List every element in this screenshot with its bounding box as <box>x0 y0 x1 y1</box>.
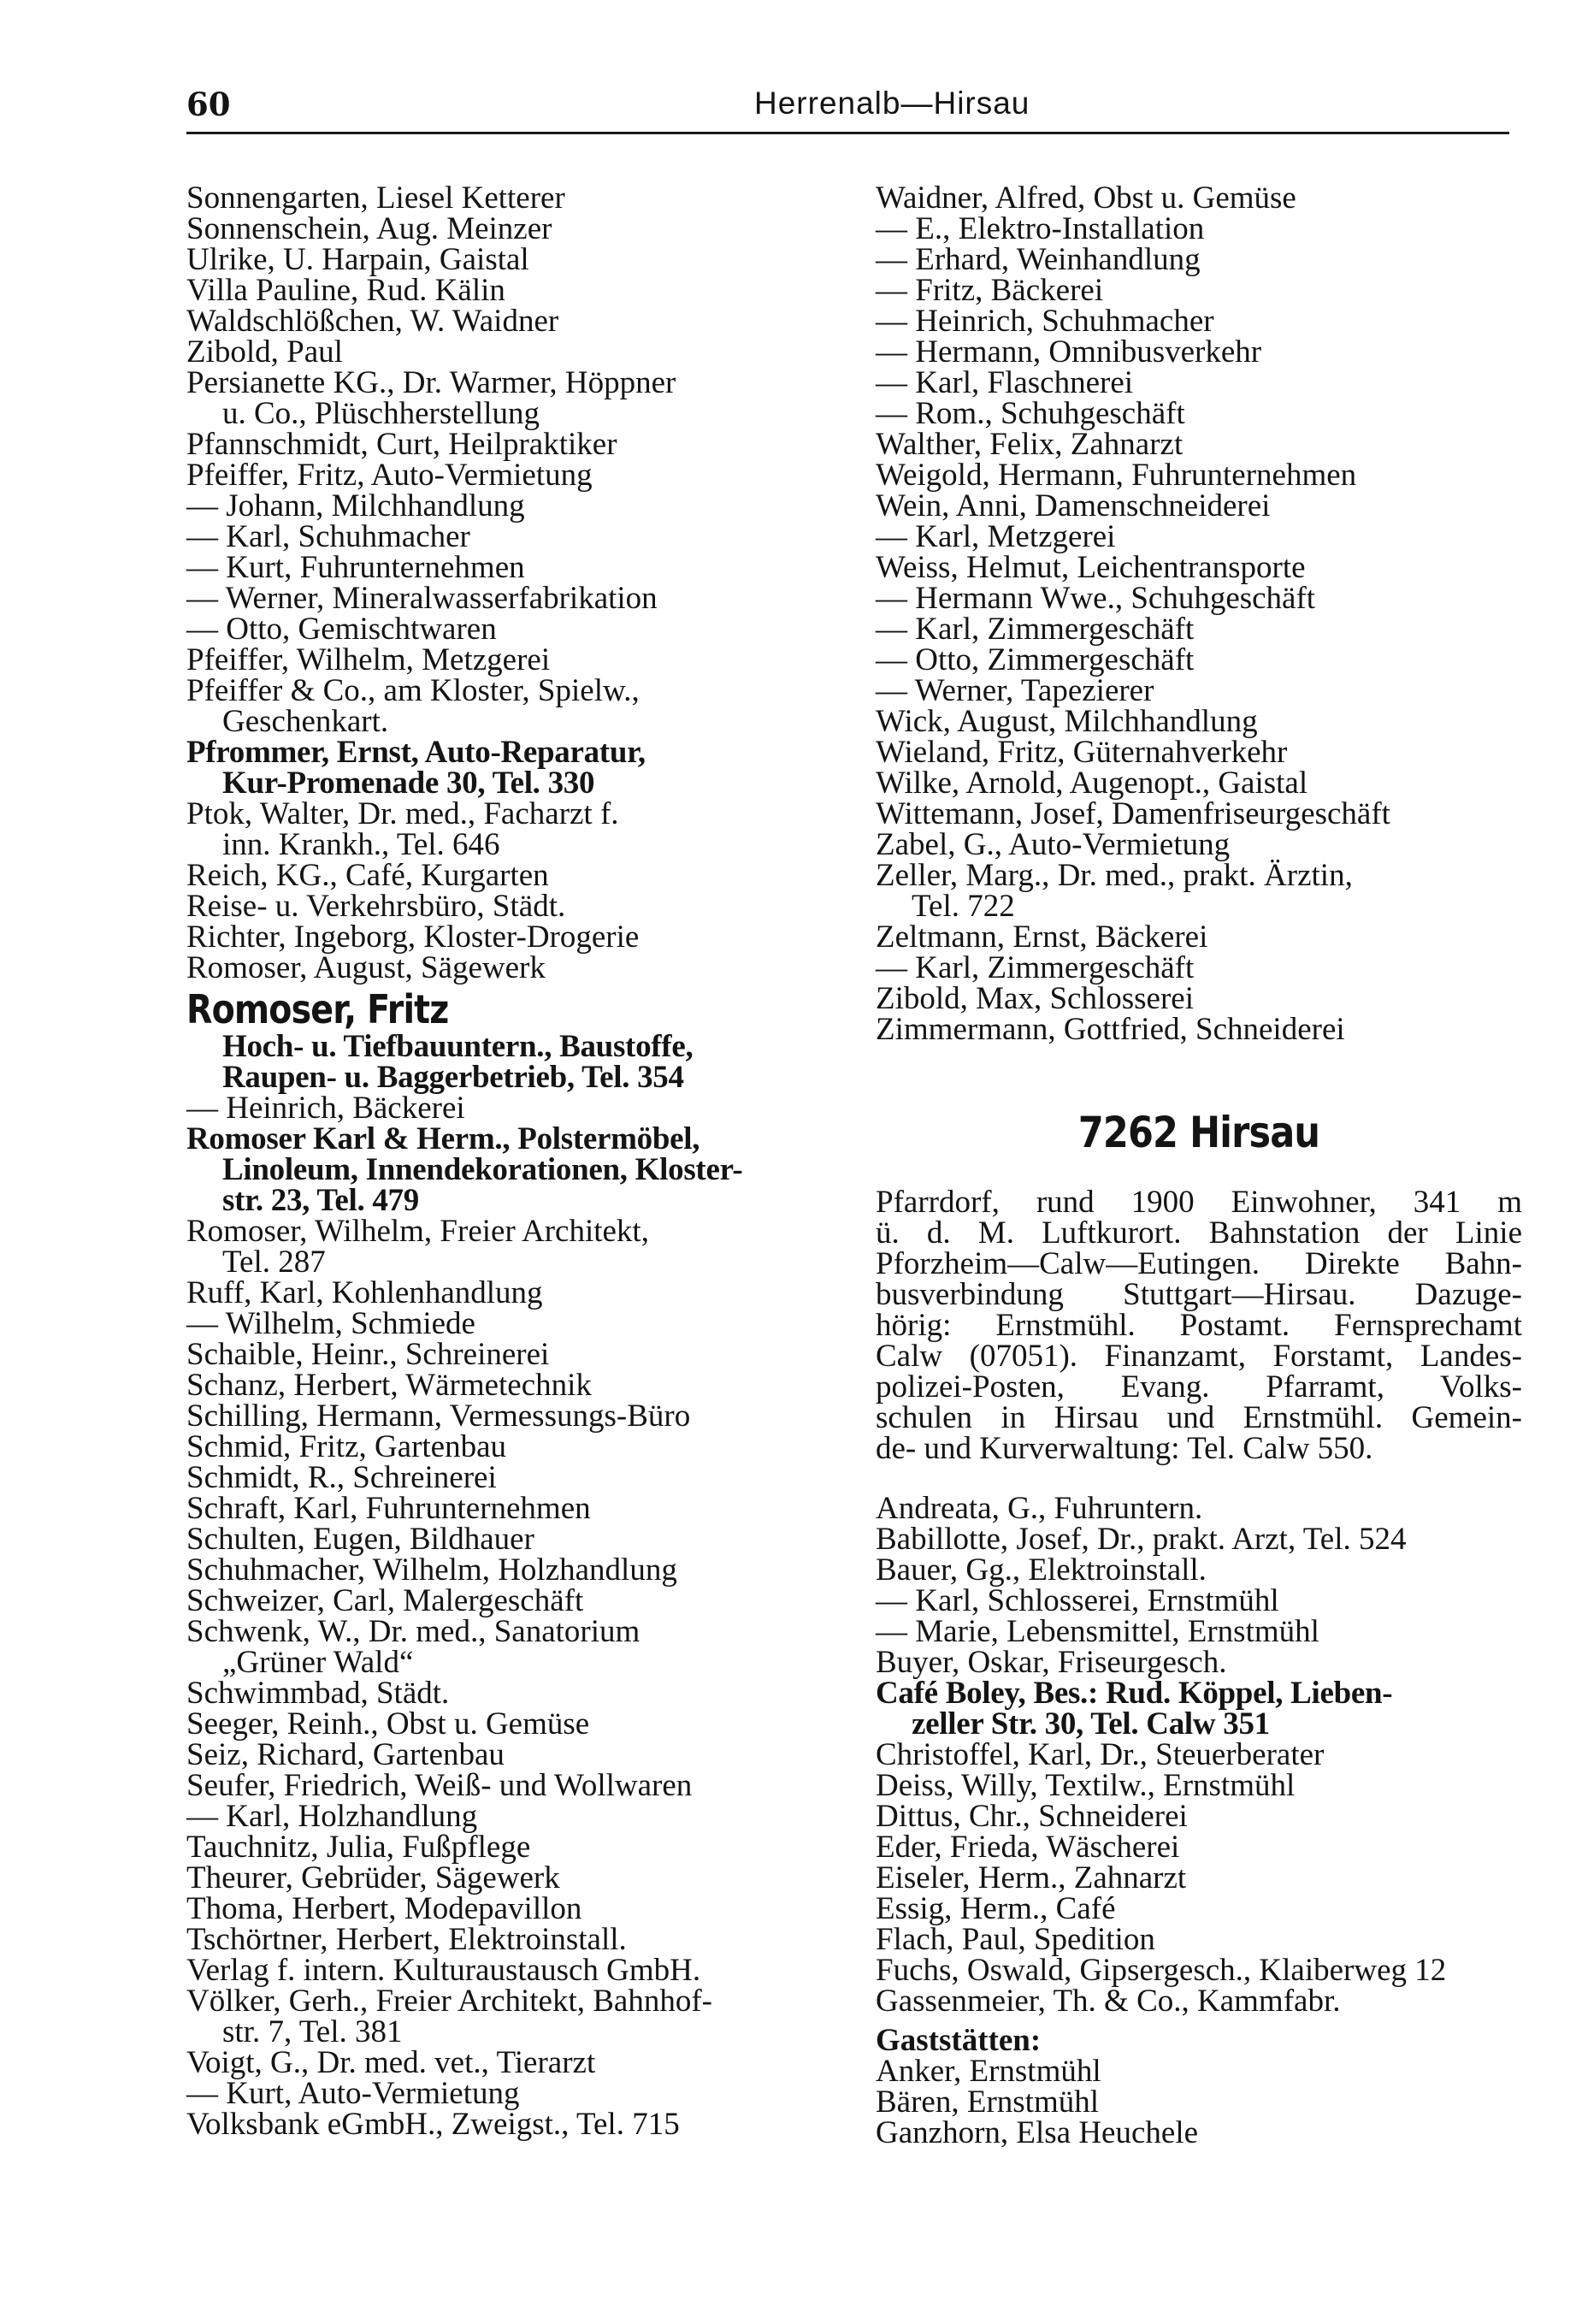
description-line: Pfarrdorf, rund 1900 Einwohner, 341 m <box>876 1185 1522 1220</box>
directory-entry: Zibold, Max, Schlosserei <box>876 981 1195 1016</box>
directory-entry: Bauer, Gg., Elektroinstall. <box>876 1552 1207 1588</box>
directory-entry: Schanz, Herbert, Wärmetechnik <box>186 1368 592 1403</box>
directory-entry: „Grüner Wald“ <box>222 1645 414 1680</box>
directory-entry: Schulten, Eugen, Bildhauer <box>186 1522 534 1557</box>
directory-entry: Schaible, Heinr., Schreinerei <box>186 1337 550 1372</box>
description-line: Calw (07051). Finanzamt, Forstamt, Landes- <box>876 1339 1522 1374</box>
directory-entry: Bären, Ernstmühl <box>876 2085 1100 2120</box>
directory-entry: Zabel, G., Auto-Vermietung <box>876 827 1231 862</box>
directory-entry: Tschörtner, Herbert, Elektroinstall. <box>186 1922 627 1957</box>
directory-entry: Richter, Ingeborg, Kloster-Drogerie <box>186 920 640 955</box>
bold-entry-line: zeller Str. 30, Tel. Calw 351 <box>912 1706 1270 1742</box>
header-rule <box>186 132 1509 134</box>
directory-entry: Verlag f. intern. Kulturaustausch GmbH. <box>186 1953 701 1988</box>
directory-entry: Tauchnitz, Julia, Fußpflege <box>186 1830 531 1865</box>
directory-entry: Tel. 722 <box>912 889 1015 924</box>
directory-entry: Essig, Herm., Café <box>876 1891 1116 1926</box>
directory-entry: Seufer, Friedrich, Weiß- und Wollwaren <box>186 1768 693 1803</box>
directory-entry: Pfeiffer, Fritz, Auto-Vermietung <box>186 458 593 493</box>
entry-list-middle <box>186 796 845 985</box>
directory-entry: Waidner, Alfred, Obst u. Gemüse <box>876 180 1296 216</box>
directory-entry: — Erhard, Weinhandlung <box>876 242 1201 277</box>
directory-entry: Wein, Anni, Damenschneiderei <box>876 488 1271 523</box>
directory-entry: Schmidt, R., Schreinerei <box>186 1460 497 1495</box>
directory-entry: Babillotte, Josef, Dr., prakt. Arzt, Tel. 524 <box>876 1522 1407 1557</box>
directory-entry: Fuchs, Oswald, Gipsergesch., Klaiberweg 12 <box>876 1953 1447 1988</box>
directory-entry: Gassenmeier, Th. & Co., Kammfabr. <box>876 1984 1341 2019</box>
town-description <box>876 1187 1522 1464</box>
directory-entry: Wick, August, Milchhandlung <box>876 704 1258 739</box>
directory-entry: Schwimmbad, Städt. <box>186 1676 450 1711</box>
right-column <box>876 180 1522 2150</box>
directory-entry: Pfannschmidt, Curt, Heilpraktiker <box>186 427 617 462</box>
directory-entry: Zimmermann, Gottfried, Schneiderei <box>876 1012 1345 1047</box>
directory-entry: Ganzhorn, Elsa Heuchele <box>876 2115 1199 2150</box>
directory-entry: Sonnenschein, Aug. Meinzer <box>186 211 552 246</box>
directory-entry: Zeller, Marg., Dr. med., prakt. Ärztin, <box>876 858 1353 893</box>
directory-entry: Sonnengarten, Liesel Ketterer <box>186 180 565 216</box>
directory-entry: Villa Pauline, Rud. Kälin <box>186 273 505 308</box>
directory-entry: — Karl, Holzhandlung <box>186 1799 478 1834</box>
directory-entry: Schmid, Fritz, Gartenbau <box>186 1429 507 1464</box>
entry-pfrommer <box>186 737 845 799</box>
directory-entry: Christoffel, Karl, Dr., Steuerberater <box>876 1737 1325 1772</box>
directory-entry: — Karl, Schuhmacher <box>186 519 470 554</box>
romoser-fritz-line1: Hoch- u. Tiefbauuntern., Baustoffe, <box>222 1029 694 1064</box>
directory-entry: Schuhmacher, Wilhelm, Holzhandlung <box>186 1552 677 1588</box>
directory-entry: Theurer, Gebrüder, Sägewerk <box>186 1860 560 1895</box>
directory-entry: — Karl, Schlosserei, Ernstmühl <box>876 1583 1279 1618</box>
description-line: de- und Kurverwaltung: Tel. Calw 550. <box>876 1431 1373 1466</box>
directory-entry: Schilling, Hermann, Vermessungs-Büro <box>186 1399 691 1434</box>
directory-entry: Persianette KG., Dr. Warmer, Höppner <box>186 365 676 400</box>
directory-entry: Ruff, Karl, Kohlenhandlung <box>186 1275 543 1310</box>
description-line: hörig: Ernstmühl. Postamt. Fernsprechamt <box>876 1308 1522 1343</box>
directory-entry: — Karl, Zimmergeschäft <box>876 612 1195 647</box>
directory-entry: Anker, Ernstmühl <box>876 2054 1101 2089</box>
directory-entry: — Fritz, Bäckerei <box>876 273 1104 308</box>
bold-entry-line: Kur-Promenade 30, Tel. 330 <box>222 766 595 801</box>
bold-entry-line: Linoleum, Innendekorationen, Kloster- <box>222 1152 743 1187</box>
directory-entry: Deiss, Willy, Textilw., Ernstmühl <box>876 1768 1296 1803</box>
entry-list-b <box>876 1737 1522 2019</box>
directory-entry: Reich, KG., Café, Kurgarten <box>186 858 549 893</box>
directory-entry: Volksbank eGmbH., Zweigst., Tel. 715 <box>186 2107 680 2142</box>
directory-entry: Voigt, G., Dr. med. vet., Tierarzt <box>186 2045 596 2080</box>
directory-entry: — Werner, Tapezierer <box>876 673 1154 708</box>
directory-entry: Seiz, Richard, Gartenbau <box>186 1737 505 1772</box>
directory-entry: — Kurt, Fuhrunternehmen <box>186 550 525 585</box>
directory-entry: — Werner, Mineralwasserfabrikation <box>186 581 658 616</box>
directory-entry: Eder, Frieda, Wäscherei <box>876 1830 1180 1865</box>
directory-entry: str. 7, Tel. 381 <box>222 2014 403 2049</box>
directory-entry: Waldschlößchen, W. Waidner <box>186 304 559 339</box>
bold-entry-line: Café Boley, Bes.: Rud. Köppel, Lieben- <box>876 1676 1393 1711</box>
directory-entry: Flach, Paul, Spedition <box>876 1922 1155 1957</box>
directory-entry: — Kurt, Auto-Vermietung <box>186 2076 520 2111</box>
directory-entry: Völker, Gerh., Freier Architekt, Bahnhof- <box>186 1984 712 2019</box>
entry-list-gaststaetten <box>876 2056 1522 2149</box>
running-head: Herrenalb—Hirsau <box>754 86 1030 121</box>
directory-entry: Eiseler, Herm., Zahnarzt <box>876 1860 1187 1895</box>
description-line: schulen in Hirsau und Ernstmühl. Gemein- <box>876 1400 1522 1435</box>
directory-entry: Geschenkart. <box>222 704 389 739</box>
directory-entry: Pfeiffer & Co., am Kloster, Spielw., <box>186 673 640 708</box>
directory-entry: Wieland, Fritz, Güternahverkehr <box>876 735 1288 770</box>
directory-entry: — Karl, Flaschnerei <box>876 365 1134 400</box>
directory-entry: Ulrike, U. Harpain, Gaistal <box>186 242 529 277</box>
directory-entry: Pfeiffer, Wilhelm, Metzgerei <box>186 642 551 677</box>
entry-list-top <box>876 180 1522 1047</box>
left-column <box>186 180 845 2142</box>
directory-entry: — Hermann, Omnibusverkehr <box>876 334 1262 370</box>
directory-entry: Schraft, Karl, Fuhrunternehmen <box>186 1491 591 1526</box>
directory-entry: Tel. 287 <box>222 1245 326 1280</box>
directory-entry: — Otto, Zimmergeschäft <box>876 642 1195 677</box>
bold-entry-line: str. 23, Tel. 479 <box>222 1183 419 1218</box>
directory-entry: — Rom., Schuhgeschäft <box>876 396 1185 431</box>
directory-entry: Zibold, Paul <box>186 334 343 370</box>
directory-entry: inn. Krankh., Tel. 646 <box>222 827 500 862</box>
directory-entry: Dittus, Chr., Schneiderei <box>876 1799 1188 1834</box>
section-heading: 7262 Hirsau <box>1077 1108 1320 1157</box>
entry-cafe-boley <box>876 1678 1522 1740</box>
description-line: busverbindung Stuttgart—Hirsau. Dazuge- <box>876 1277 1522 1312</box>
directory-entry: Walther, Felix, Zahnarzt <box>876 427 1183 462</box>
directory-entry: — E., Elektro-Installation <box>876 211 1205 246</box>
directory-entry: — Wilhelm, Schmiede <box>186 1306 475 1341</box>
directory-entry: Weigold, Hermann, Fuhrunternehmen <box>876 458 1357 493</box>
spacer <box>876 1464 1522 1493</box>
directory-entry: — Karl, Metzgerei <box>876 519 1116 554</box>
description-line: ü. d. M. Luftkurort. Bahnstation der Linie <box>876 1215 1522 1251</box>
entry-list-a <box>876 1493 1522 1678</box>
directory-entry: Thoma, Herbert, Modepavillon <box>186 1891 582 1926</box>
entry-list-before <box>186 180 845 739</box>
page-number: 60 <box>186 86 231 123</box>
page-header <box>186 75 1509 135</box>
directory-entry: — Marie, Lebensmittel, Ernstmühl <box>876 1614 1319 1649</box>
directory-entry: Reise- u. Verkehrsbüro, Städt. <box>186 889 566 924</box>
directory-entry: Ptok, Walter, Dr. med., Facharzt f. <box>186 796 619 831</box>
bold-entry-line: Pfrommer, Ernst, Auto-Reparatur, <box>186 735 646 770</box>
directory-entry: Zeltmann, Ernst, Bäckerei <box>876 920 1208 955</box>
directory-entry: — Heinrich, Schuhmacher <box>876 304 1214 339</box>
directory-entry: — Karl, Zimmergeschäft <box>876 950 1195 985</box>
directory-entry: — Hermann Wwe., Schuhgeschäft <box>876 581 1316 616</box>
directory-entry: Romoser, Wilhelm, Freier Architekt, <box>186 1214 649 1249</box>
directory-entry: Wilke, Arnold, Augenopt., Gaistal <box>876 766 1308 801</box>
romoser-fritz-name: Romoser, Fritz <box>186 986 449 1032</box>
directory-entry: Wittemann, Josef, Damenfriseurgeschäft <box>876 796 1390 831</box>
category-gaststaetten: Gaststätten: <box>876 2023 1042 2058</box>
directory-entry: Romoser, August, Sägewerk <box>186 950 546 985</box>
entry-list-after <box>186 1216 845 2140</box>
directory-entry: Schwenk, W., Dr. med., Sanatorium <box>186 1614 640 1649</box>
bold-entry-line: Romoser Karl & Herm., Polstermöbel, <box>186 1121 700 1156</box>
entry-romoser-karl <box>186 1121 845 1218</box>
directory-entry: u. Co., Plüschherstellung <box>222 396 540 431</box>
directory-entry: Seeger, Reinh., Obst u. Gemüse <box>186 1706 590 1742</box>
entry-heinrich: — Heinrich, Bäckerei <box>186 1091 465 1126</box>
description-line: Pforzheim—Calw—Eutingen. Direkte Bahn- <box>876 1246 1522 1281</box>
directory-entry: Weiss, Helmut, Leichentransporte <box>876 550 1306 585</box>
description-line: polizei-Posten, Evang. Pfarramt, Volks- <box>876 1369 1522 1404</box>
directory-entry: Buyer, Oskar, Friseurgesch. <box>876 1645 1227 1680</box>
entry-romoser-fritz <box>186 987 845 1093</box>
directory-entry: Andreata, G., Fuhruntern. <box>876 1491 1203 1526</box>
directory-entry: — Johann, Milchhandlung <box>186 488 525 523</box>
romoser-fritz-line2: Raupen- u. Baggerbetrieb, Tel. 354 <box>222 1060 684 1095</box>
directory-entry: — Otto, Gemischtwaren <box>186 612 497 647</box>
directory-entry: Schweizer, Carl, Malergeschäft <box>186 1583 584 1618</box>
